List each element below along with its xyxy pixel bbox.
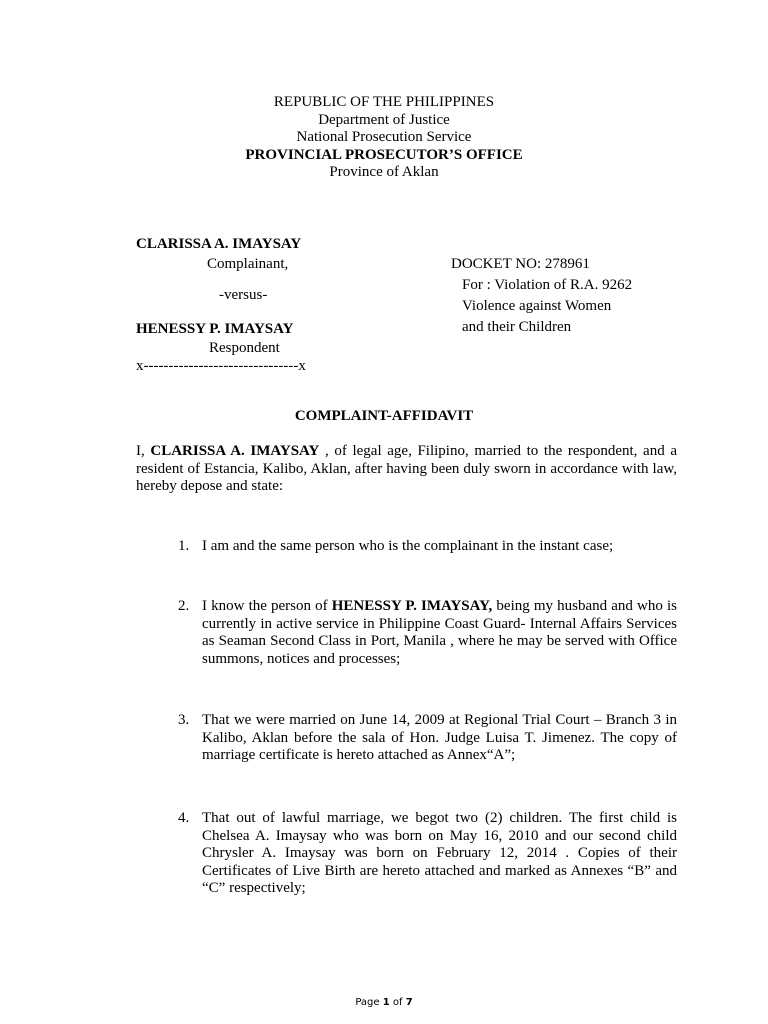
docket-number: DOCKET NO: 278961 bbox=[451, 256, 590, 272]
list-item-number: 2. bbox=[178, 598, 190, 614]
complainant-name: CLARISSA A. IMAYSAY bbox=[136, 236, 302, 252]
footer-of-word: of bbox=[392, 997, 403, 1008]
heading-service: National Prosecution Service bbox=[296, 129, 472, 145]
document-title: COMPLAINT-AFFIDAVIT bbox=[294, 408, 474, 424]
respondent-name: HENESSY P. IMAYSAY bbox=[136, 321, 294, 337]
caption-separator: x-------------------------------x bbox=[136, 358, 306, 374]
list-item-number: 1. bbox=[178, 538, 190, 554]
intro-text: , of legal age, Filipino, married to the respondent, and a resident of Estancia, Kalibo, Aklan, after having been duly sworn in accordance with law, hereby depose and state: bbox=[136, 443, 677, 494]
heading-office: PROVINCIAL PROSECUTOR’S OFFICE bbox=[245, 146, 523, 163]
list-item-text-pre: I know the person of bbox=[202, 598, 332, 614]
complainant-role: Complainant, bbox=[207, 256, 289, 272]
respondent-role: Respondent bbox=[209, 340, 280, 356]
list-item-text: That we were married on June 14, 2009 at Regional Trial Court – Branch 3 in Kalibo, Aklan before the sala of Hon. Judge Luisa T. Jimenez. The copy of marriage certificate is hereto attached as Annex“A”; bbox=[202, 712, 677, 763]
respondent-name-inline: HENESSY P. IMAYSAY, bbox=[331, 598, 493, 614]
list-item-text-post: being my husband and who is currently in active service in Philippine Coast Guard- Internal Affairs Services as Seaman Second Class in Port, Manila , where he may be served with Office summons, notices and processes; bbox=[202, 598, 678, 667]
list-item-number: 3. bbox=[178, 712, 190, 728]
intro-affiant-name: CLARISSA A. IMAYSAY bbox=[150, 443, 320, 459]
versus-label: -versus- bbox=[219, 287, 268, 303]
intro-paragraph bbox=[136, 443, 677, 496]
list-item bbox=[178, 712, 677, 765]
charge-line-2: Violence against Women bbox=[462, 298, 612, 314]
heading-department: Department of Justice bbox=[318, 111, 450, 128]
list-item-text: I am and the same person who is the complainant in the instant case; bbox=[202, 538, 614, 554]
heading-republic: REPUBLIC OF THE PHILIPPINES bbox=[273, 94, 495, 110]
footer-page-number: 1 bbox=[382, 997, 390, 1008]
footer-page-word: Page bbox=[355, 997, 380, 1008]
list-item bbox=[178, 810, 677, 898]
footer-page-total: 7 bbox=[405, 997, 413, 1008]
page-footer bbox=[0, 994, 768, 1012]
list-item-text: That out of lawful marriage, we begot two (2) children. The first child is Chelsea A. Imaysay who was born on May 16, 2010 and our second child Chrysler A. Imaysay was born on February 12, 2014 . Copies of their Certificates of Live Birth are hereto attached and marked as Annexes “B” and “C” respectively; bbox=[202, 810, 677, 896]
list-item bbox=[178, 598, 677, 668]
list-item-number: 4. bbox=[178, 810, 190, 826]
charge-line-1: For : Violation of R.A. 9262 bbox=[462, 277, 633, 293]
intro-prefix: I, bbox=[136, 443, 151, 459]
document-heading bbox=[0, 94, 768, 182]
list-item-text bbox=[202, 598, 677, 668]
list-item bbox=[178, 538, 677, 556]
charge-line-3: and their Children bbox=[462, 319, 572, 335]
heading-province: Province of Aklan bbox=[329, 164, 439, 180]
